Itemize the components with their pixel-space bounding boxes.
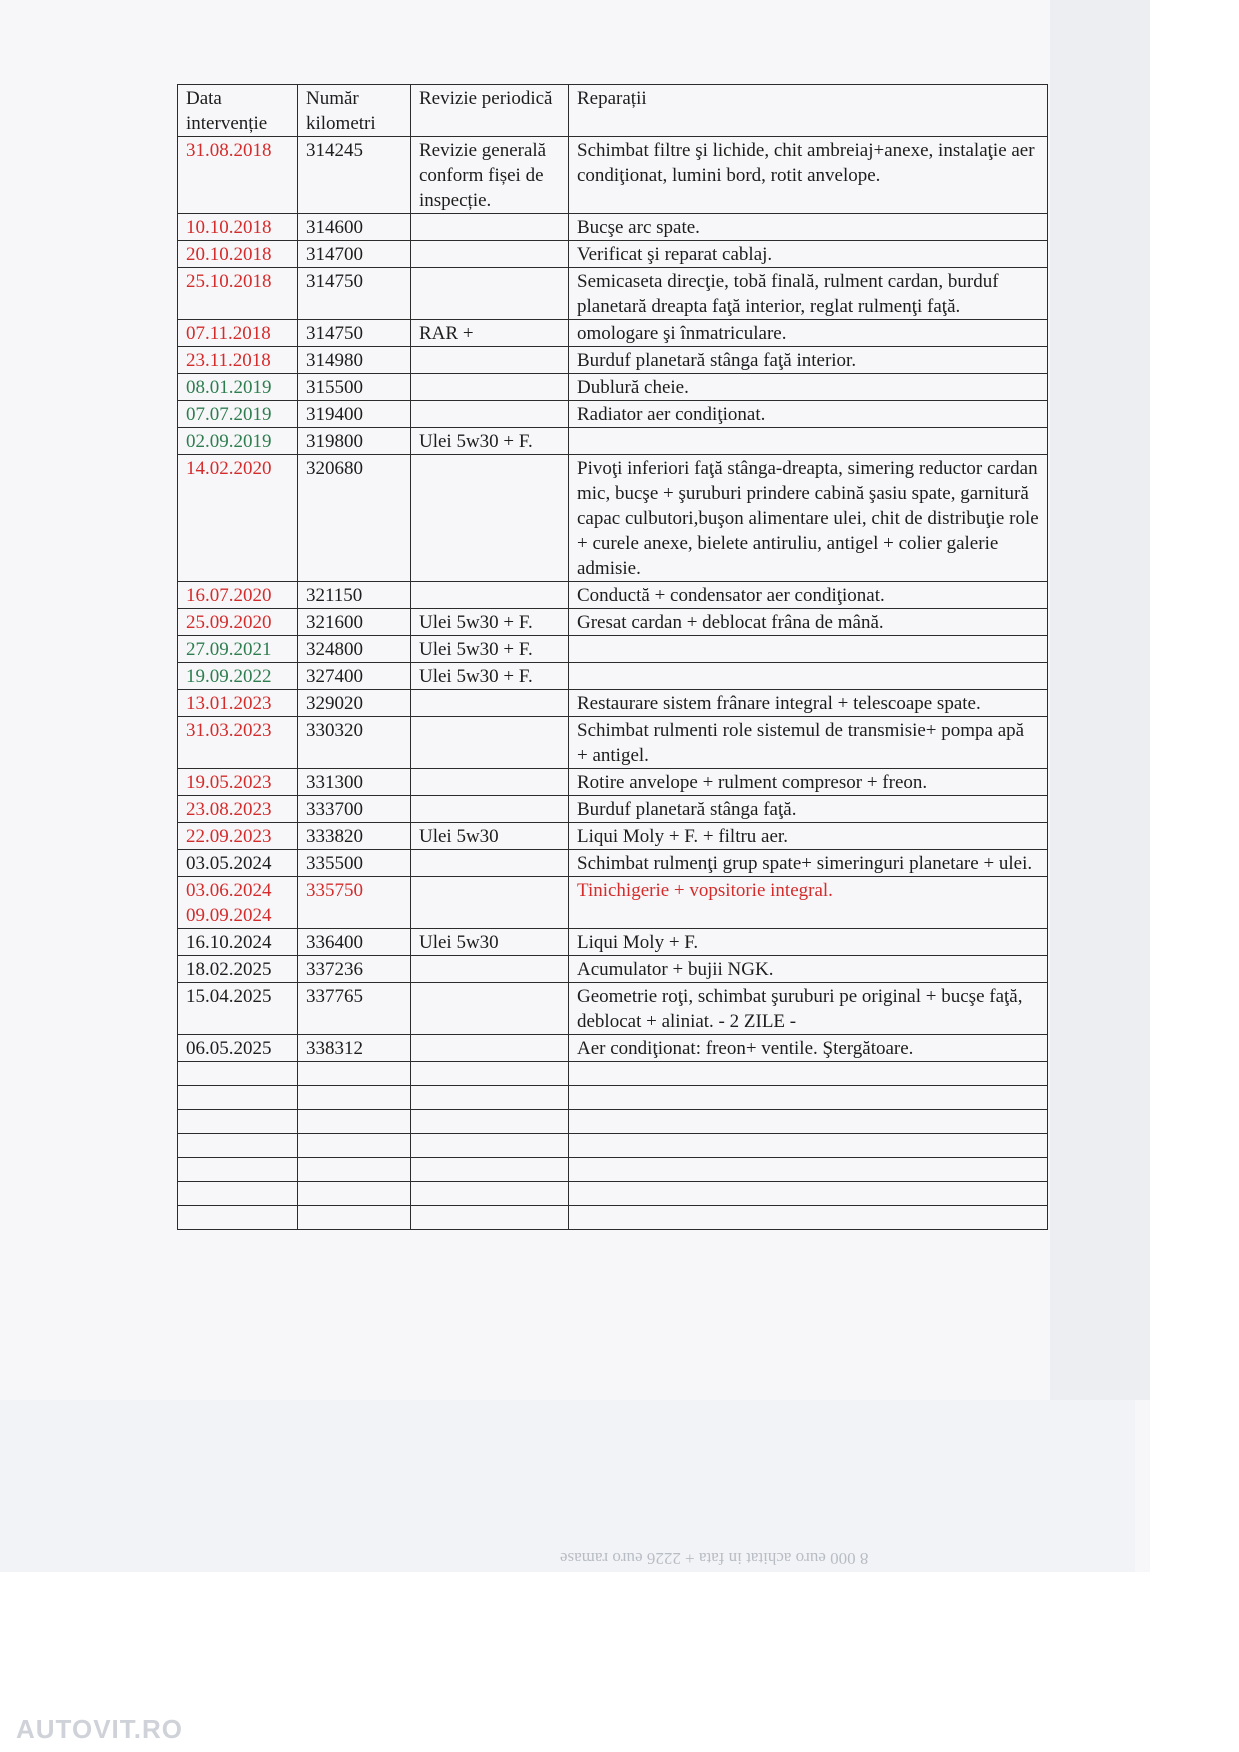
- table-row: [178, 850, 1048, 877]
- cell-reparatii: Liqui Moly + F. + filtru aer.: [569, 823, 1048, 850]
- cell-reparatii: omologare şi înmatriculare.: [569, 320, 1048, 347]
- cell-reparatii: Geometrie roţi, schimbat şuruburi pe original + bucşe faţă, deblocat + aliniat. - 2 ZILE -: [569, 983, 1048, 1035]
- blank-row: [178, 1206, 1048, 1230]
- blank-row: [178, 1134, 1048, 1158]
- cell-reparatii: Tinichigerie + vopsitorie integral.: [569, 877, 1048, 929]
- cell-date: 31.08.2018: [178, 137, 298, 214]
- blank-cell: [178, 1086, 298, 1110]
- cell-date: 07.07.2019: [178, 401, 298, 428]
- cell-km: 320680: [298, 455, 411, 582]
- table-row: [178, 1035, 1048, 1062]
- table-row: [178, 796, 1048, 823]
- cell-km: 319800: [298, 428, 411, 455]
- cell-date: 03.05.2024: [178, 850, 298, 877]
- cell-revizie: Revizie generală conform fișei de inspecție.: [411, 137, 569, 214]
- cell-revizie: [411, 717, 569, 769]
- cell-date: 25.09.2020: [178, 609, 298, 636]
- cell-reparatii: Semicaseta direcţie, tobă finală, rulment cardan, burduf planetară dreapta faţă interior, reglat rulmenţi faţă.: [569, 268, 1048, 320]
- cell-date: 27.09.2021: [178, 636, 298, 663]
- blank-row: [178, 1110, 1048, 1134]
- blank-cell: [178, 1110, 298, 1134]
- cell-reparatii: Schimbat rulmenţi grup spate+ simeringuri planetare + ulei.: [569, 850, 1048, 877]
- cell-km: 321150: [298, 582, 411, 609]
- blank-cell: [298, 1086, 411, 1110]
- cell-km: 338312: [298, 1035, 411, 1062]
- blank-cell: [569, 1206, 1048, 1230]
- cell-km: 331300: [298, 769, 411, 796]
- cell-date: 23.08.2023: [178, 796, 298, 823]
- table-row: [178, 241, 1048, 268]
- table-row: [178, 609, 1048, 636]
- table-row: [178, 268, 1048, 320]
- sheet-fold-shadow: [1050, 0, 1150, 1400]
- header-km: Număr kilometri: [298, 85, 411, 137]
- blank-cell: [298, 1158, 411, 1182]
- cell-km: 314245: [298, 137, 411, 214]
- cell-km: 314600: [298, 214, 411, 241]
- cell-reparatii: Verificat şi reparat cablaj.: [569, 241, 1048, 268]
- cell-revizie: [411, 850, 569, 877]
- cell-revizie: [411, 582, 569, 609]
- cell-revizie: [411, 877, 569, 929]
- table-row: [178, 320, 1048, 347]
- cell-date: 23.11.2018: [178, 347, 298, 374]
- table-row: [178, 956, 1048, 983]
- table-row: [178, 929, 1048, 956]
- table-row: [178, 823, 1048, 850]
- cell-km: 337236: [298, 956, 411, 983]
- blank-cell: [178, 1182, 298, 1206]
- cell-reparatii: Bucşe arc spate.: [569, 214, 1048, 241]
- table-row: [178, 428, 1048, 455]
- cell-reparatii: Gresat cardan + deblocat frâna de mână.: [569, 609, 1048, 636]
- blank-cell: [411, 1182, 569, 1206]
- cell-km: 333820: [298, 823, 411, 850]
- cell-revizie: [411, 956, 569, 983]
- cell-reparatii: Rotire anvelope + rulment compresor + freon.: [569, 769, 1048, 796]
- cell-revizie: [411, 796, 569, 823]
- table-header-row: [178, 85, 1048, 137]
- cell-date: 16.10.2024: [178, 929, 298, 956]
- cell-km: 314700: [298, 241, 411, 268]
- table-row: [178, 374, 1048, 401]
- cell-km: 321600: [298, 609, 411, 636]
- blank-cell: [298, 1182, 411, 1206]
- cell-date: 06.05.2025: [178, 1035, 298, 1062]
- table-row: [178, 214, 1048, 241]
- cell-revizie: [411, 769, 569, 796]
- cell-revizie: [411, 983, 569, 1035]
- cell-reparatii: [569, 636, 1048, 663]
- blank-cell: [569, 1062, 1048, 1086]
- table-row: [178, 455, 1048, 582]
- cell-km: 315500: [298, 374, 411, 401]
- cell-reparatii: Conductă + condensator aer condiţionat.: [569, 582, 1048, 609]
- blank-cell: [411, 1086, 569, 1110]
- cell-revizie: [411, 347, 569, 374]
- cell-km: 337765: [298, 983, 411, 1035]
- table-row: [178, 636, 1048, 663]
- cell-date: 03.06.2024 09.09.2024: [178, 877, 298, 929]
- blank-cell: [411, 1206, 569, 1230]
- cell-km: 314980: [298, 347, 411, 374]
- cell-date: 16.07.2020: [178, 582, 298, 609]
- blank-cell: [178, 1062, 298, 1086]
- blank-cell: [569, 1110, 1048, 1134]
- cell-revizie: [411, 455, 569, 582]
- bleed-through-text: 8 000 euro achitat in fata + 2226 euro ramase: [560, 1549, 869, 1568]
- cell-revizie: Ulei 5w30: [411, 823, 569, 850]
- cell-revizie: [411, 241, 569, 268]
- blank-cell: [178, 1206, 298, 1230]
- cell-km: 314750: [298, 268, 411, 320]
- cell-date: 07.11.2018: [178, 320, 298, 347]
- cell-km: 333700: [298, 796, 411, 823]
- cell-date: 13.01.2023: [178, 690, 298, 717]
- blank-cell: [569, 1134, 1048, 1158]
- header-date: Data intervenție: [178, 85, 298, 137]
- cell-km: 335500: [298, 850, 411, 877]
- table-row: [178, 663, 1048, 690]
- cell-revizie: Ulei 5w30: [411, 929, 569, 956]
- cell-reparatii: Liqui Moly + F.: [569, 929, 1048, 956]
- bottom-paper-strip: [0, 1400, 1135, 1572]
- cell-date: 25.10.2018: [178, 268, 298, 320]
- header-reparatii: Reparații: [569, 85, 1048, 137]
- cell-date: 10.10.2018: [178, 214, 298, 241]
- blank-cell: [298, 1062, 411, 1086]
- blank-cell: [569, 1182, 1048, 1206]
- blank-cell: [569, 1086, 1048, 1110]
- table-row: [178, 137, 1048, 214]
- blank-row: [178, 1062, 1048, 1086]
- header-revizie: Revizie periodică: [411, 85, 569, 137]
- cell-date: 14.02.2020: [178, 455, 298, 582]
- cell-reparatii: Aer condiţionat: freon+ ventile. Ştergătoare.: [569, 1035, 1048, 1062]
- blank-row: [178, 1086, 1048, 1110]
- blank-cell: [569, 1158, 1048, 1182]
- cell-date: 18.02.2025: [178, 956, 298, 983]
- blank-row: [178, 1182, 1048, 1206]
- cell-reparatii: Restaurare sistem frânare integral + telescoape spate.: [569, 690, 1048, 717]
- cell-km: 336400: [298, 929, 411, 956]
- cell-km: 314750: [298, 320, 411, 347]
- cell-date: 19.05.2023: [178, 769, 298, 796]
- cell-km: 335750: [298, 877, 411, 929]
- blank-cell: [411, 1110, 569, 1134]
- table-row: [178, 877, 1048, 929]
- cell-date: 20.10.2018: [178, 241, 298, 268]
- cell-revizie: Ulei 5w30 + F.: [411, 663, 569, 690]
- table-row: [178, 983, 1048, 1035]
- cell-reparatii: Radiator aer condiţionat.: [569, 401, 1048, 428]
- cell-date: 08.01.2019: [178, 374, 298, 401]
- cell-revizie: [411, 1035, 569, 1062]
- cell-reparatii: Burduf planetară stânga faţă interior.: [569, 347, 1048, 374]
- cell-reparatii: Schimbat rulmenti role sistemul de transmisie+ pompa apă + antigel.: [569, 717, 1048, 769]
- cell-km: 324800: [298, 636, 411, 663]
- cell-km: 319400: [298, 401, 411, 428]
- cell-revizie: [411, 268, 569, 320]
- cell-revizie: [411, 401, 569, 428]
- table-row: [178, 401, 1048, 428]
- blank-cell: [298, 1110, 411, 1134]
- blank-cell: [178, 1158, 298, 1182]
- cell-revizie: [411, 690, 569, 717]
- cell-reparatii: Burduf planetară stânga faţă.: [569, 796, 1048, 823]
- cell-reparatii: Schimbat filtre şi lichide, chit ambreiaj+anexe, instalaţie aer condiţionat, lumini bord, rotit anvelope.: [569, 137, 1048, 214]
- cell-reparatii: Acumulator + bujii NGK.: [569, 956, 1048, 983]
- table-row: [178, 690, 1048, 717]
- cell-date: 19.09.2022: [178, 663, 298, 690]
- table-row: [178, 582, 1048, 609]
- cell-date: 02.09.2019: [178, 428, 298, 455]
- blank-row: [178, 1158, 1048, 1182]
- cell-km: 327400: [298, 663, 411, 690]
- table-body: [178, 137, 1048, 1230]
- cell-revizie: [411, 214, 569, 241]
- blank-cell: [411, 1062, 569, 1086]
- cell-date: 15.04.2025: [178, 983, 298, 1035]
- cell-reparatii: [569, 428, 1048, 455]
- cell-revizie: Ulei 5w30 + F.: [411, 636, 569, 663]
- cell-km: 330320: [298, 717, 411, 769]
- blank-cell: [178, 1134, 298, 1158]
- blank-cell: [411, 1158, 569, 1182]
- table-row: [178, 717, 1048, 769]
- cell-km: 329020: [298, 690, 411, 717]
- cell-date: 22.09.2023: [178, 823, 298, 850]
- blank-cell: [298, 1134, 411, 1158]
- cell-revizie: RAR +: [411, 320, 569, 347]
- service-history-table: [177, 84, 1048, 1230]
- watermark-logo: AUTOVIT.RO: [16, 1714, 183, 1744]
- blank-cell: [411, 1134, 569, 1158]
- cell-revizie: Ulei 5w30 + F.: [411, 428, 569, 455]
- cell-revizie: [411, 374, 569, 401]
- cell-reparatii: Dublură cheie.: [569, 374, 1048, 401]
- cell-reparatii: Pivoţi inferiori faţă stânga-dreapta, simering reductor cardan mic, bucşe + şuruburi prindere cabină şasiu spate, garnitură capac culbutori,buşon alimentare ulei, chit de distribuţie role + curele anexe, bielete antiruliu, antigel + colier galerie admisie.: [569, 455, 1048, 582]
- cell-reparatii: [569, 663, 1048, 690]
- blank-cell: [298, 1206, 411, 1230]
- table-row: [178, 769, 1048, 796]
- cell-revizie: Ulei 5w30 + F.: [411, 609, 569, 636]
- cell-date: 31.03.2023: [178, 717, 298, 769]
- table-row: [178, 347, 1048, 374]
